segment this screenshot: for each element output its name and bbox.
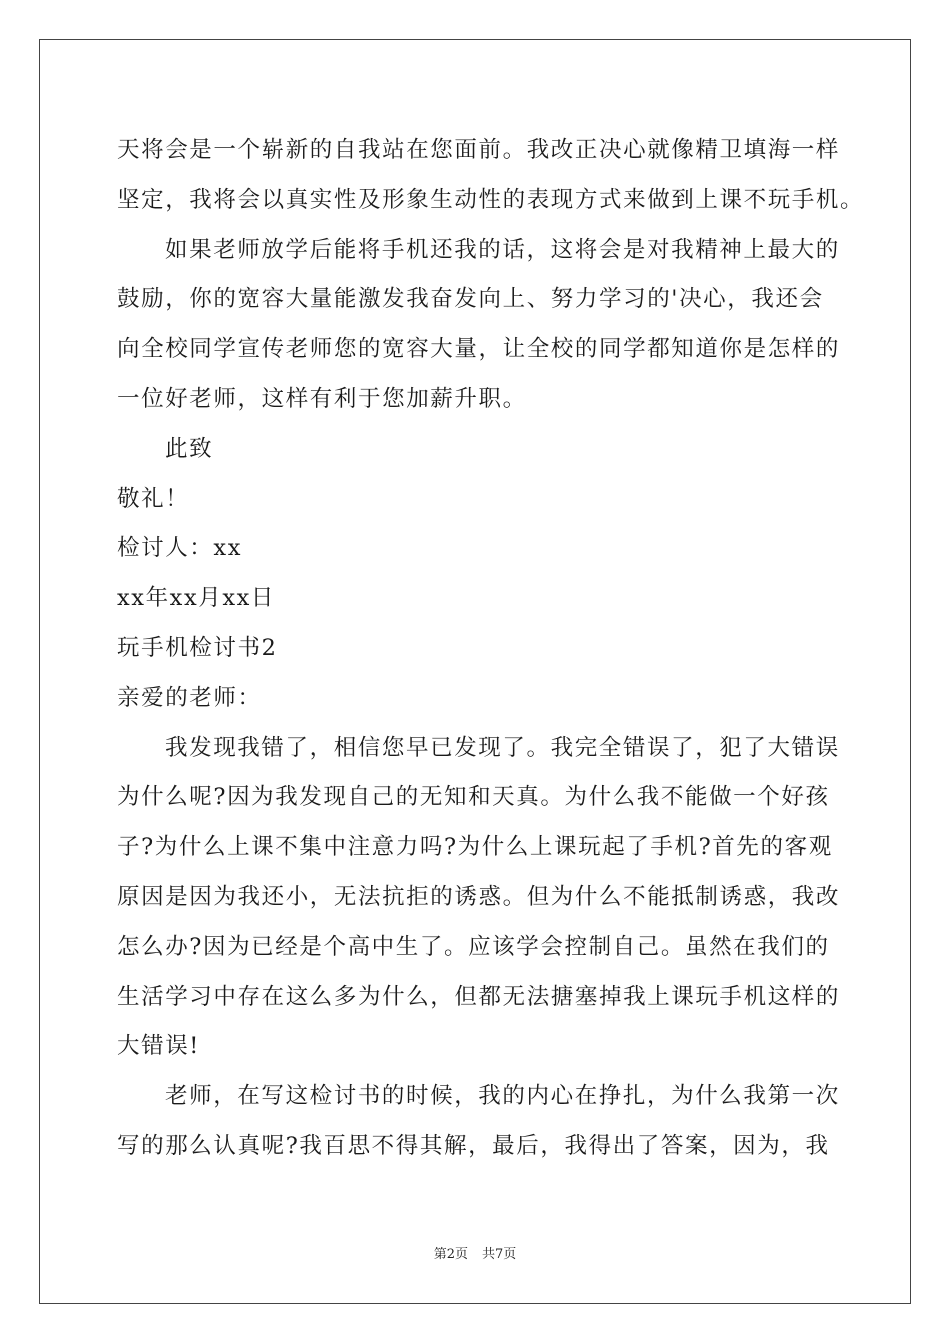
text-line: 向全校同学宣传老师您的宽容大量，让全校的同学都知道你是怎样的 — [117, 336, 841, 363]
text-line: 写的那么认真呢?我百思不得其解，最后，我得出了答案，因为，我 — [117, 1132, 830, 1159]
signature-line: 检讨人：xx — [117, 535, 242, 562]
page-total: 共7页 — [482, 1247, 517, 1262]
paragraph-start-line: 如果老师放学后能将手机还我的话，这将会是对我精神上最大的 — [165, 236, 840, 263]
document-body — [117, 126, 865, 1172]
closing-salutation: 此致 — [165, 435, 214, 462]
section-title: 玩手机检讨书2 — [117, 634, 278, 661]
page-number: 第2页 — [433, 1247, 468, 1262]
text-line: 一位好老师，这样有利于您加薪升职。 — [117, 385, 527, 412]
text-line: 坚定，我将会以真实性及形象生动性的表现方式来做到上课不玩手机。 — [117, 186, 865, 213]
paragraph-start-line: 我发现我错了，相信您早已发现了。我完全错误了，犯了大错误 — [165, 734, 840, 761]
text-line: 大错误! — [117, 1033, 200, 1060]
text-line: 生活学习中存在这么多为什么，但都无法搪塞掉我上课玩手机这样的 — [117, 983, 841, 1010]
paragraph-start-line: 老师，在写这检讨书的时候，我的内心在挣扎，为什么我第一次 — [165, 1083, 840, 1110]
greeting-line: 亲爱的老师： — [117, 684, 262, 711]
text-line: 怎么办?因为已经是个高中生了。应该学会控制自己。虽然在我们的 — [117, 933, 830, 960]
text-line: 子?为什么上课不集中注意力吗?为什么上课玩起了手机?首先的客观 — [117, 834, 833, 861]
text-line: 天将会是一个崭新的自我站在您面前。我改正决心就像精卫填海一样 — [117, 137, 841, 163]
text-line: 原因是因为我还小，无法抗拒的诱惑。但为什么不能抵制诱惑，我改 — [117, 883, 841, 910]
closing-regards: 敬礼！ — [117, 485, 190, 512]
text-line: 鼓励，你的宽容大量能激发我奋发向上、努力学习的'决心，我还会 — [117, 286, 824, 313]
text-line: 为什么呢?因为我发现自己的无知和天真。为什么我不能做一个好孩 — [117, 784, 830, 811]
date-line: xx年xx月xx日 — [117, 585, 276, 612]
page-footer — [0, 1243, 950, 1262]
